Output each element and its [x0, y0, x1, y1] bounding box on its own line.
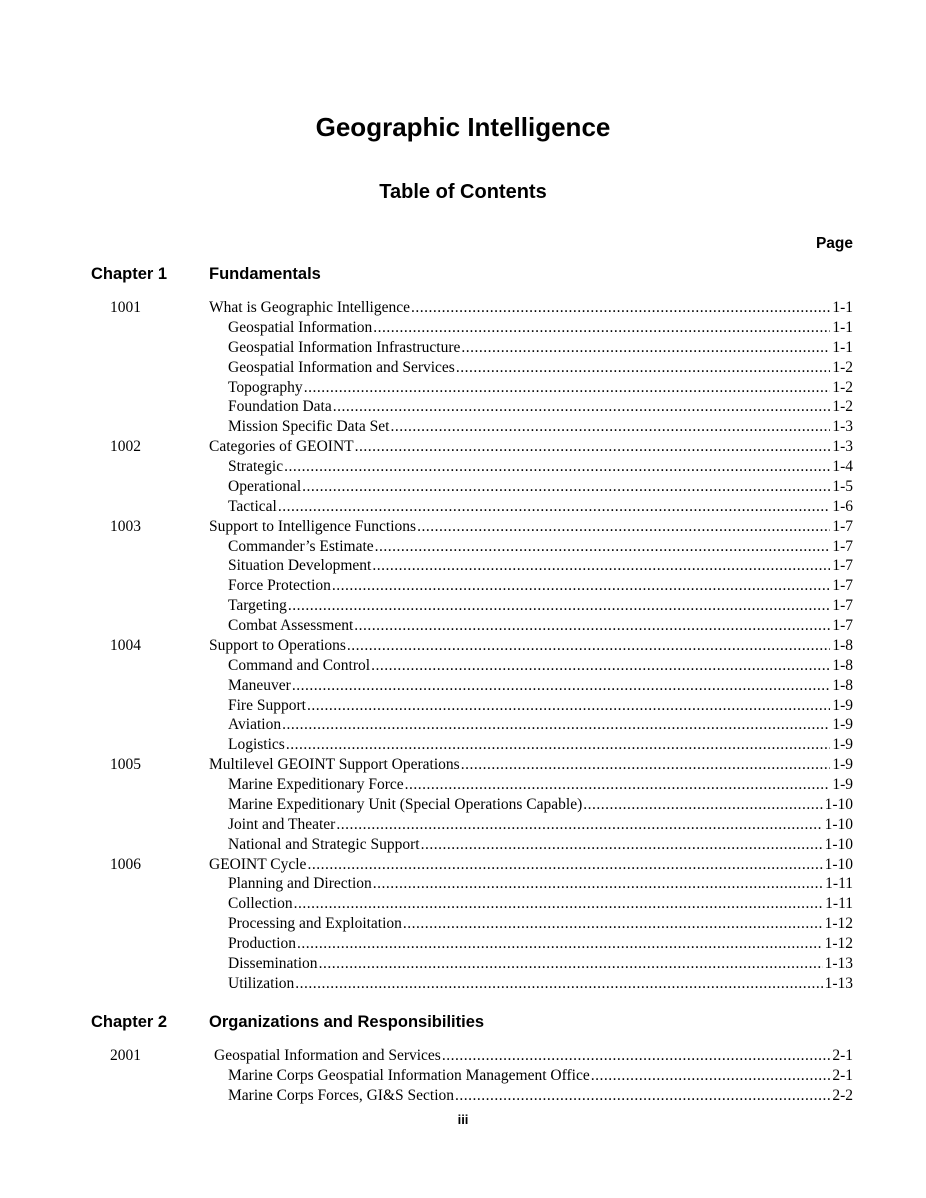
toc-entry	[228, 715, 853, 735]
dot-leader	[297, 934, 823, 954]
entry-title: Geospatial Information and Services	[228, 358, 455, 376]
page-number: 1-8	[832, 636, 853, 654]
entry-title: Operational	[228, 477, 302, 495]
page-number: 1-7	[832, 577, 853, 595]
toc-entry-row	[0, 676, 926, 696]
dot-leader	[442, 1046, 830, 1066]
page-number: 1-10	[824, 815, 853, 833]
entry-title: Marine Corps Geospatial Information Management Office	[228, 1066, 590, 1084]
toc-entry	[228, 338, 853, 358]
toc-entry-row	[0, 775, 926, 795]
page-column-header: Page	[815, 235, 853, 252]
page-number: 1-5	[832, 477, 853, 495]
entry-title: Maneuver	[228, 676, 291, 694]
page-number: 1-9	[832, 756, 853, 774]
toc-entry-row	[0, 537, 926, 557]
toc-entry-row	[0, 457, 926, 477]
toc-entry-row	[0, 338, 926, 358]
toc-entry	[228, 1086, 853, 1106]
chapter-block	[0, 264, 926, 992]
toc-entry-row	[0, 378, 926, 398]
section-title: GEOINT Cycle	[209, 855, 307, 873]
entry-title: Situation Development	[228, 557, 372, 575]
section-title: Geospatial Information and Services	[214, 1047, 441, 1064]
dot-leader	[284, 457, 830, 477]
page-number: 1-7	[832, 617, 853, 634]
toc-entry-row	[0, 497, 926, 517]
page-number: 1-9	[832, 716, 853, 734]
page-number: 1-2	[832, 398, 853, 416]
page-number: 1-7	[832, 557, 853, 575]
dot-leader	[307, 696, 830, 716]
toc-entry	[228, 954, 853, 974]
entry-title: Targeting	[228, 597, 287, 615]
entry-title: Production	[228, 935, 297, 952]
section-title: Categories of GEOINT	[209, 438, 354, 456]
toc-entry-row	[0, 656, 926, 676]
toc-entry	[228, 596, 853, 616]
page-number: 1-11	[825, 895, 853, 913]
page-number: 1-1	[832, 318, 853, 336]
toc-entry-row	[0, 576, 926, 596]
page-number: 1-7	[832, 597, 853, 615]
page-number: 1-3	[832, 418, 853, 436]
toc-entry-row	[0, 358, 926, 378]
dot-leader	[319, 954, 823, 974]
chapter-label: Chapter 1	[91, 265, 168, 283]
page-number: 2-1	[832, 1047, 853, 1064]
page-number: 1-12	[824, 915, 853, 933]
dot-leader	[304, 378, 831, 398]
dot-leader	[403, 914, 823, 934]
dot-leader	[355, 437, 831, 457]
entry-title: Topography	[228, 378, 303, 396]
dot-leader	[373, 874, 823, 894]
toc-entry-row	[0, 974, 926, 994]
section-number: 1005	[110, 756, 141, 774]
toc-entry	[228, 556, 853, 576]
section-title: Support to Intelligence Functions	[209, 517, 417, 535]
toc-entry-row	[0, 318, 926, 338]
page-number-footer: iii	[457, 1112, 469, 1127]
page-number: 1-2	[832, 378, 853, 396]
entry-title: Command and Control	[228, 656, 371, 674]
toc-entry-row	[0, 815, 926, 835]
section-number: 1004	[110, 636, 141, 654]
page-number: 1-4	[832, 458, 853, 475]
page-number: 1-1	[832, 299, 853, 316]
page-number: 1-11	[825, 875, 853, 893]
section-number: 1001	[110, 299, 141, 316]
toc-entry	[214, 1046, 853, 1066]
entry-title: Geospatial Information	[228, 318, 373, 336]
chapter-sections	[0, 1046, 926, 1106]
toc-entry-row	[0, 616, 926, 636]
section-number: 1002	[110, 438, 141, 456]
dot-leader	[278, 497, 831, 517]
toc-entry	[209, 855, 853, 875]
page-number: 1-13	[824, 954, 853, 972]
section-title: What is Geographic Intelligence	[209, 299, 410, 316]
entry-title: Aviation	[228, 716, 282, 734]
dot-leader	[371, 656, 830, 676]
toc-entry	[228, 378, 853, 398]
toc-entry	[228, 835, 853, 855]
section-number: 1006	[110, 855, 141, 873]
dot-leader	[583, 795, 822, 815]
section-number: 1003	[110, 517, 141, 535]
dot-leader	[372, 556, 830, 576]
page-number: 1-12	[824, 935, 853, 952]
dot-leader	[461, 338, 830, 358]
document-title: Geographic Intelligence	[315, 112, 611, 142]
toc-entry	[228, 974, 853, 994]
page-number: 1-9	[832, 736, 853, 754]
dot-leader	[455, 1086, 830, 1106]
toc-entry	[228, 815, 853, 835]
entry-title: Geospatial Information Infrastructure	[228, 338, 461, 356]
entry-title: Marine Expeditionary Force	[228, 776, 404, 793]
toc-section-row	[0, 298, 926, 318]
page-number: 1-8	[832, 676, 853, 694]
toc-entry	[228, 656, 853, 676]
dot-leader	[591, 1066, 831, 1086]
dot-leader	[286, 735, 830, 755]
page-number: 1-6	[832, 497, 853, 515]
toc-entry	[228, 914, 853, 934]
toc-entry	[228, 477, 853, 497]
toc-entry-row	[0, 696, 926, 716]
dot-leader	[375, 537, 831, 557]
toc-entry-row	[0, 556, 926, 576]
toc-entry	[228, 616, 853, 636]
dot-leader	[461, 755, 831, 775]
entry-title: Utilization	[228, 974, 295, 992]
dot-leader	[295, 974, 822, 994]
page-number: 1-10	[824, 795, 853, 813]
entry-title: Planning and Direction	[228, 875, 372, 893]
entry-title: National and Strategic Support	[228, 835, 420, 853]
page-number: 1-3	[832, 438, 853, 456]
toc-entry	[228, 874, 853, 894]
toc-entry	[228, 735, 853, 755]
toc-entry-row	[0, 914, 926, 934]
entry-title: Processing and Exploitation	[228, 915, 402, 933]
dot-leader	[390, 417, 830, 437]
toc-entry	[228, 1066, 853, 1086]
dot-leader	[405, 775, 831, 795]
chapter-title: Organizations and Responsibilities	[209, 1013, 485, 1031]
chapter-heading	[0, 264, 926, 284]
toc-entry-row	[0, 397, 926, 417]
toc-entry	[209, 437, 853, 457]
page-number: 2-1	[832, 1066, 853, 1084]
toc-entry	[228, 696, 853, 716]
toc-entry-row	[0, 795, 926, 815]
entry-title: Force Protection	[228, 577, 331, 595]
dot-leader	[456, 358, 830, 378]
page-number: 1-8	[832, 656, 853, 674]
dot-leader	[333, 397, 831, 417]
toc-entry-row	[0, 1086, 926, 1106]
entry-title: Strategic	[228, 458, 284, 475]
toc-entry	[228, 417, 853, 437]
dot-leader	[417, 517, 830, 537]
page-number: 1-9	[832, 696, 853, 714]
chapter-label: Chapter 2	[91, 1013, 168, 1031]
entry-title: Joint and Theater	[228, 815, 336, 833]
toc-entry	[228, 457, 853, 477]
entry-title: Collection	[228, 895, 293, 913]
dot-leader	[332, 576, 830, 596]
toc-entry	[228, 537, 853, 557]
entry-title: Commander’s Estimate	[228, 537, 374, 555]
entry-title: Combat Assessment	[228, 617, 354, 634]
page-number: 2-2	[832, 1086, 853, 1104]
toc-section-row	[0, 755, 926, 775]
page-number: 1-7	[832, 537, 853, 555]
toc-section-row	[0, 636, 926, 656]
page-number: 1-2	[832, 358, 853, 376]
toc-entry-row	[0, 477, 926, 497]
toc-entry	[228, 676, 853, 696]
dot-leader	[294, 894, 824, 914]
chapter-block	[0, 1012, 926, 1104]
toc-entry	[228, 894, 853, 914]
toc-entry-row	[0, 417, 926, 437]
toc-section-row	[0, 437, 926, 457]
toc-entry-row	[0, 835, 926, 855]
page-number: 1-13	[824, 974, 853, 992]
dot-leader	[421, 835, 823, 855]
chapter-sections	[0, 298, 926, 994]
toc-entry	[228, 795, 853, 815]
toc-entry	[209, 636, 853, 656]
toc-entry-row	[0, 934, 926, 954]
page-number: 1-1	[832, 338, 853, 356]
toc-heading: Table of Contents	[379, 181, 547, 203]
dot-leader	[282, 715, 830, 735]
toc-section-row	[0, 517, 926, 537]
section-number: 2001	[110, 1047, 141, 1064]
entry-title: Dissemination	[228, 954, 318, 972]
toc-entry	[228, 497, 853, 517]
dot-leader	[302, 477, 830, 497]
toc-entry	[228, 358, 853, 378]
page-number: 1-10	[824, 855, 853, 873]
dot-leader	[288, 596, 830, 616]
entry-title: Marine Expeditionary Unit (Special Operations Capable)	[228, 795, 583, 813]
toc-entry	[228, 318, 853, 338]
entry-title: Logistics	[228, 736, 285, 754]
section-title: Support to Operations	[209, 636, 346, 654]
toc-section-row	[0, 855, 926, 875]
section-title: Multilevel GEOINT Support Operations	[209, 756, 460, 774]
toc-entry	[209, 517, 853, 537]
page-number: 1-9	[832, 776, 853, 793]
page-number: 1-10	[824, 835, 853, 853]
toc-entry	[209, 755, 853, 775]
toc-entry-row	[0, 715, 926, 735]
toc-entry-row	[0, 735, 926, 755]
toc-entry	[228, 397, 853, 417]
toc-entry	[228, 934, 853, 954]
toc-section-row	[0, 1046, 926, 1066]
dot-leader	[347, 636, 830, 656]
dot-leader	[307, 855, 822, 875]
toc-entry	[209, 298, 853, 318]
entry-title: Marine Corps Forces, GI&S Section	[228, 1086, 455, 1104]
chapter-heading	[0, 1012, 926, 1032]
dot-leader	[292, 676, 830, 696]
entry-title: Tactical	[228, 497, 277, 515]
toc-entry	[228, 775, 853, 795]
page-number: 1-7	[832, 517, 853, 535]
toc-entry-row	[0, 596, 926, 616]
dot-leader	[373, 318, 830, 338]
toc-entry-row	[0, 894, 926, 914]
toc-entry	[228, 576, 853, 596]
chapter-title: Fundamentals	[209, 265, 321, 283]
toc-entry-row	[0, 874, 926, 894]
entry-title: Mission Specific Data Set	[228, 418, 390, 436]
entry-title: Foundation Data	[228, 398, 332, 416]
dot-leader	[411, 298, 830, 318]
dot-leader	[354, 616, 830, 636]
toc-entry-row	[0, 1066, 926, 1086]
toc-entry-row	[0, 954, 926, 974]
dot-leader	[336, 815, 822, 835]
entry-title: Fire Support	[228, 696, 306, 714]
